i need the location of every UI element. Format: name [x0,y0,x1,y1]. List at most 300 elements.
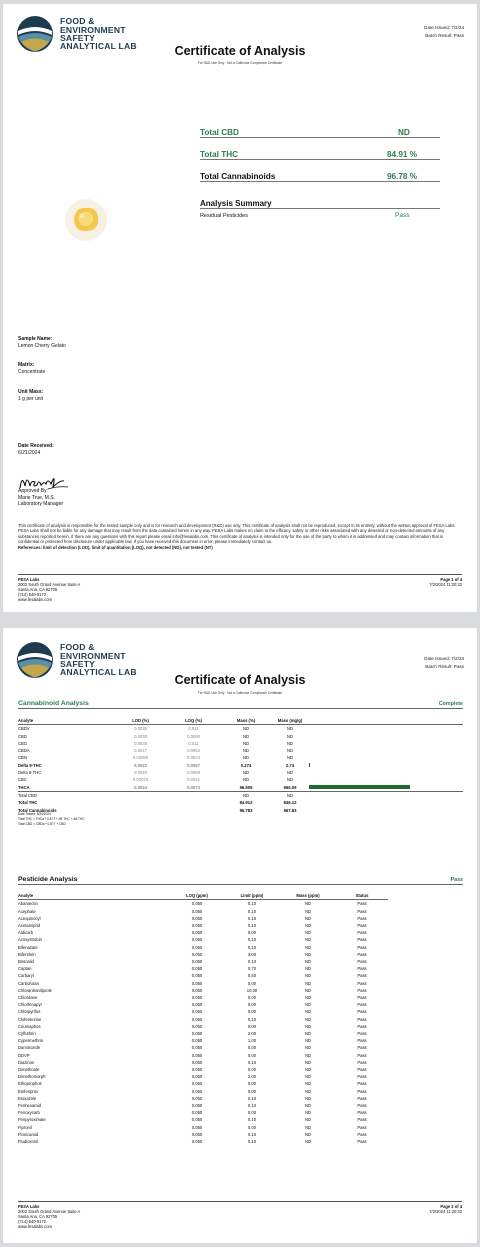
mass-mg-per-g: 967.83 [283,807,297,813]
analyte-name: Captan [18,966,32,972]
pesticide-row [18,929,388,936]
pesticide-row [18,958,388,965]
status-value: Pass [357,987,367,993]
lod-value: 0.0024 [134,784,147,790]
analyte-name: Delta 9-THC [18,762,42,768]
limit-value: 0.00 [247,1088,257,1094]
status-value: Pass [357,958,367,964]
loq-value: 0.050 [191,1117,203,1123]
loq-value: 0.050 [191,958,203,964]
logo-line: SAFETY [60,659,96,669]
mass-value: ND [304,1038,312,1044]
references-text: References: limit of detection (LOD), limit of quantitation (LOQ), not detected (ND), not tested (NT) [18,545,213,551]
pesticide-row [18,1016,388,1023]
loq-value: 0.0067 [187,762,200,768]
mass-value: ND [304,1081,312,1087]
mass-value: ND [304,901,312,907]
loq-value: 0.050 [191,1052,203,1058]
pesticide-row [18,1073,388,1080]
status-value: Pass [357,994,367,1000]
analyte-name: Azoxystrobin [18,937,42,943]
status-value: Pass [357,1002,367,1008]
address-line: Santa Ana, CA 92705 [18,587,58,592]
loq-value: 0.050 [191,908,203,914]
pesticide-row [18,972,388,979]
header-meta [424,24,464,39]
mass-mg-per-g: ND [286,726,294,732]
limit-value: 0.10 [247,944,257,950]
loq-value: 0.050 [191,1030,203,1036]
analyte-name: Ethoprophos [18,1081,42,1087]
pesticide-row [18,1080,388,1087]
logo-line: SAFETY [60,33,96,43]
approved-by-label: Approved By: [18,488,49,494]
status-value: Pass [357,1074,367,1080]
loq-value: 0.011 [188,740,199,746]
matrix-block [18,362,45,376]
pesticide-title: Pesticide Analysis [18,876,78,883]
cannabinoid-row [18,791,463,799]
loq-value: 0.050 [191,1102,203,1108]
website: www.fesalabs.com [18,1224,52,1229]
status-value: Pass [357,908,367,914]
status-value: Pass [357,973,367,979]
unit-mass-value: 1 g per unit [18,396,44,402]
footer-address [18,577,80,602]
loq-value: 0.050 [191,1074,203,1080]
status-value: Pass [357,966,367,972]
loq-value: 0.050 [191,1045,203,1051]
loq-value: 0.050 [191,1131,203,1137]
status-value: Pass [357,915,367,921]
column-header: Analyte [18,893,34,898]
mass-bar-cell [309,740,463,747]
lod-value: 0.0017 [134,748,147,754]
loq-value: 0.050 [191,951,203,957]
mass-value: ND [304,1066,312,1072]
limit-value: 0.00 [247,1045,257,1051]
footer-page-info [429,1204,462,1214]
sample-name-block [18,336,66,350]
status-value: Pass [357,1102,367,1108]
column-header: LOD (%) [132,718,149,723]
footer-page-info [429,577,462,587]
limit-value: 0.10 [247,1095,257,1101]
column-header: Limit (ppm) [240,893,264,898]
status-value: Pass [357,1016,367,1022]
analyte-name: Bifenthrin [18,951,36,957]
limit-value: 0.10 [247,1139,257,1144]
pesticide-section-header [18,874,463,885]
mass-value: ND [304,1045,312,1051]
page-footer [18,1201,462,1229]
mass-value: ND [304,1102,312,1108]
mass-value: ND [304,1002,312,1008]
certificate-subtitle: For R&D Use Only · Not a California Compliance Certificate [197,691,283,695]
status-value: Pass [357,1139,367,1144]
pesticide-row [18,1102,388,1109]
summary-label: Total THC [200,150,239,159]
summary-row-total-thc [200,143,440,160]
analyte-name: Fenoxycarb [18,1110,40,1116]
column-header: LOQ (%) [185,718,202,723]
limit-value: 0.00 [247,1110,257,1116]
mass-mg-per-g: 2.74 [285,762,295,768]
lod-value: 0.00070 [132,777,149,783]
residual-pesticides-label: Residual Pesticides [200,213,248,219]
pesticide-row [18,965,388,972]
cannabinoid-row [18,754,463,761]
page-number: Page 1 of 4 [440,577,462,582]
pesticide-row [18,994,388,1001]
status-value: Pass [357,1009,367,1015]
footer-address [18,1204,80,1229]
loq-value: 0.050 [191,1124,203,1130]
mass-bar-cell [309,754,463,761]
approver-name: Marie True, M.S. [18,494,55,501]
matrix-value: Concentrate [18,369,46,375]
status-value: Pass [357,1052,367,1058]
certificate-title: Certificate of Analysis [174,44,306,58]
mass-value: ND [304,1095,312,1101]
column-header: Mass (mg/g) [277,718,303,723]
loq-value: 0.050 [191,1059,203,1065]
lod-value [115,799,166,806]
analyte-name: Etofenprox [18,1088,39,1094]
analyte-name: Flonicamid [18,1131,39,1137]
cannabinoid-section-header [18,698,463,709]
loq-value: 0.050 [191,930,203,936]
loq-value: 0.050 [191,1009,203,1015]
date-received-block [18,443,54,457]
pesticide-row [18,915,388,922]
mass-bar-cell [309,733,463,740]
mass-value: ND [304,1139,312,1144]
lod-value: 0.0022 [134,762,147,768]
pesticide-row [18,1088,388,1095]
loq-value: 0.0090 [187,733,200,739]
loq-value [166,799,221,806]
loq-value: 0.050 [191,1081,203,1087]
sample-name: Lemon Cherry Gelato [18,343,66,349]
mass-value: ND [304,1074,312,1080]
cannabinoid-row [18,807,463,814]
mass-percent: ND [242,770,250,776]
phone: (714) 540-0172 [18,1219,46,1224]
pesticide-row [18,936,388,943]
cannabinoid-status: Complete [438,701,463,707]
pesticide-row [18,1124,388,1131]
limit-value: 0.10 [247,908,257,914]
analyte-name: Fenpyroximate [18,1117,46,1123]
limit-value: 0.00 [247,930,257,936]
status-value: Pass [357,1088,367,1094]
cannabinoid-table [18,717,463,814]
limit-value: 0.10 [247,958,257,964]
pesticide-row [18,1008,388,1015]
lod-value: 0.0020 [134,770,147,776]
loq-value: 0.050 [191,1139,203,1144]
loq-value [166,791,221,799]
unit-mass-label: Unit Mass: [18,389,44,395]
status-value: Pass [357,1131,367,1137]
org-name: FESA Labs [18,1204,40,1209]
summary-label: Total CBD [200,128,239,137]
loq-value: 0.050 [191,973,203,979]
analyte-name: DDVP [18,1052,30,1058]
limit-value: 0.00 [247,1002,257,1008]
loq-value: 0.0052 [187,748,200,754]
summary-label: Total Cannabinoids [200,172,276,181]
disclaimer-text: This certificate of analysis is responsible for the tested sample only and is for research and development (R&D) use only. This certificate of analysis shall not be reproduced, except in its entirety, without the written approval of FESA Labs. FESA Labs shall not be liable for any damage that may result from the data contained herein in any way. FESA Labs makes no claim to the efficacy, safety or other risks associated with any detected or non-detected amounts of any substances reported herein. If there are any questions with this report please email info@fesalabs.com. This certificate of analysis is intended only for the use of the party to whom it is addressed and may contain information that is confidential or protected from disclosure under applicable law. If you have received this document in error, please immediately contact us. [18,523,456,544]
pesticide-row [18,908,388,915]
mass-mg-per-g: ND [286,770,294,776]
coa-page-2 [3,628,477,1243]
mass-percent: ND [242,733,250,739]
limit-value: 0.00 [247,980,257,986]
loq-value: 0.050 [191,1038,203,1044]
mass-value: ND [304,966,312,972]
loq-value: 0.050 [191,1023,203,1029]
limit-value: 2.00 [247,1074,257,1080]
analyte-name: CBDA [18,748,30,754]
limit-value: 0.00 [247,1081,257,1087]
mass-value: ND [304,980,312,986]
pesticide-row [18,1037,388,1044]
status-value: Pass [357,901,367,907]
header-meta [424,655,464,670]
loq-value: 0.050 [191,1016,203,1022]
analyte-name: Total THC [18,800,38,806]
status-value: Pass [357,1023,367,1029]
analyte-name: Total CBD [18,792,37,798]
summary-row-total-cannabinoids [200,165,440,182]
pesticide-row [18,1138,388,1145]
loq-value: 0.011 [188,726,199,732]
analyte-name: Total Cannabinoids [18,807,57,813]
analyte-name: CBDV [18,726,30,732]
status-value: Pass [357,1095,367,1101]
column-header: Mass (%) [236,718,256,723]
analysis-summary-title: Analysis Summary [200,199,440,209]
certificate-subtitle: For R&D Use Only · Not a California Compliance Certificate [197,61,283,65]
mass-bar-cell [309,747,463,754]
cannabinoid-row [18,740,463,747]
analyte-name: Bifenazate [18,944,38,950]
status-value: Pass [357,980,367,986]
mass-bar-cell [309,791,463,799]
coa-page-1 [3,4,477,612]
mass-value: ND [304,1124,312,1130]
mass-bar-cell [309,762,463,769]
mass-percent: ND [242,755,250,761]
batch-result: Batch Result: Pass [425,32,464,38]
status-value: Pass [357,1030,367,1036]
mass-mg-per-g: ND [286,748,294,754]
pesticide-row [18,1109,388,1116]
loq-value: 0.050 [191,915,203,921]
cannabinoid-row [18,733,463,740]
analyte-name: Aldicarb [18,930,34,936]
mass-bar-cell [309,807,463,814]
analyte-name: Boscalid [18,958,34,964]
cannabinoid-title: Cannabinoid Analysis [18,700,89,707]
loq-value: 0.0073 [187,784,200,790]
mass-value: ND [304,930,312,936]
column-header: Status [355,893,369,898]
loq-value: 0.050 [191,922,203,928]
analyte-name: Acetamiprid [18,922,41,928]
analyte-name: Dimethomorph [18,1074,46,1080]
date-received-value: 6/21/2024 [18,450,41,456]
org-name: FESA Labs [18,577,40,582]
status-value: Pass [357,922,367,928]
analyte-name: Chlorantraniliprole [18,987,52,993]
pesticide-row [18,1116,388,1123]
mass-value: ND [304,973,312,979]
sample-name-label: Sample Name: [18,336,53,342]
mass-bar-cell [309,799,463,806]
batch-result: Batch Result: Pass [425,663,464,669]
disclaimer [18,523,462,550]
cannabinoid-row [18,747,463,754]
analyte-name: Cypermethrin [18,1038,44,1044]
loq-value: 0.050 [191,1002,203,1008]
loq-value: 0.050 [191,1088,203,1094]
pesticide-row [18,1044,388,1051]
status-value: Pass [357,930,367,936]
mass-value: ND [304,958,312,964]
mass-mg-per-g: ND [286,792,294,798]
pesticide-row [18,987,388,994]
pesticide-row [18,1030,388,1037]
loq-value: 0.0059 [187,770,200,776]
status-value: Pass [357,944,367,950]
logo-line: FOOD & [60,642,95,653]
mass-percent: ND [242,740,250,746]
formula-thc: Total THC = THCa * 0.877 + d9-THC + d8-THC [18,816,85,821]
pesticide-row [18,1001,388,1008]
limit-value: 0.00 [247,1066,257,1072]
limit-value: 0.10 [247,1102,257,1108]
table-header-row [18,892,388,900]
mass-value: ND [304,1023,312,1029]
analyte-name: Daminozide [18,1045,41,1051]
analyte-name: Cyfluthrin [18,1030,36,1036]
limit-value: 3.00 [247,951,257,957]
cannabinoid-row [18,784,463,792]
page-number: Page 2 of 4 [440,1204,462,1209]
mass-bar [309,785,410,789]
limit-value: 0.00 [247,1023,257,1029]
timestamp: 7/2/2024 11:20:32 [429,582,462,587]
analyte-name: CBG [18,740,28,746]
pesticide-status: Pass [450,877,463,883]
lod-value: 0.0038 [134,740,147,746]
mass-percent: ND [242,748,250,754]
analyte-name: Carbofuran [18,980,39,986]
mass-mg-per-g: ND [286,740,294,746]
analyte-name: CBD [18,733,27,739]
analyte-name: Fipronil [18,1124,32,1130]
pesticide-row [18,1023,388,1030]
approval-block [18,488,63,508]
residual-pesticides-result: Pass [395,212,410,219]
mass-percent: 84.912 [239,800,253,806]
loq-value: 0.050 [191,1110,203,1116]
loq-value: 0.050 [191,937,203,943]
pesticide-row [18,900,388,908]
table-header-row [18,717,463,725]
status-value: Pass [357,951,367,957]
loq-value: 0.050 [191,944,203,950]
date-issued: Date Issued: 7/2/24 [424,656,464,661]
mass-mg-per-g: 965.09 [283,784,297,790]
limit-value: 1.00 [247,1038,257,1044]
status-value: Pass [357,1066,367,1072]
mass-percent: ND [242,726,250,732]
status-value: Pass [357,937,367,943]
analyte-name: Coumaphos [18,1023,41,1029]
sample-photo [64,198,108,242]
loq-value: 0.050 [191,1066,203,1072]
status-value: Pass [357,1117,367,1123]
column-header: Mass (ppm) [296,893,320,898]
status-value: Pass [357,1059,367,1065]
approver-title: Laboratory Manager [18,501,64,508]
loq-value: 0.050 [191,980,203,986]
date-tested: Date Tested: 6/24/2024 [18,812,51,816]
analyte-name: Acequinocyl [18,915,41,921]
lod-value: 0.0030 [134,733,147,739]
limit-value: 0.00 [247,994,257,1000]
limit-value: 2.00 [247,1030,257,1036]
limit-value: 0.10 [247,1131,257,1137]
mass-value: ND [304,1009,312,1015]
status-value: Pass [357,1038,367,1044]
mass-percent: 96.783 [239,807,253,813]
summary-value: ND [398,128,410,137]
analyte-name: Clofentezine [18,1016,42,1022]
limit-value: 0.00 [247,1124,257,1130]
pesticide-row [18,951,388,958]
mass-value: ND [304,1131,312,1137]
formula-cbd: Total CBD = CBDa * 0.877 + CBD [18,821,66,826]
address-line: 2002 South Grand Avenue Suite A [18,582,81,587]
mass-bar-cell [309,769,463,776]
mass-value: ND [304,987,312,993]
mass-value: ND [304,951,312,957]
mass-value: ND [304,1110,312,1116]
analyte-name: Diazinon [18,1059,35,1065]
lod-value [115,791,166,799]
cannabinoid-row [18,762,463,769]
analyte-name: Delta 8-THC [18,770,42,776]
mass-value: ND [304,944,312,950]
limit-value: 0.50 [247,973,257,979]
mass-value: ND [304,1059,312,1065]
certificate-title: Certificate of Analysis [174,673,306,687]
mass-value: ND [304,1030,312,1036]
pesticide-row [18,1066,388,1073]
analyte-name: Chlordane [18,994,38,1000]
pesticide-row [18,944,388,951]
address-line: Santa Ana, CA 92705 [18,1214,58,1219]
limit-value: 0.10 [247,1059,257,1065]
limit-value: 0.10 [247,901,257,907]
loq-value: 0.050 [191,901,203,907]
mass-bar-cell [309,776,463,783]
